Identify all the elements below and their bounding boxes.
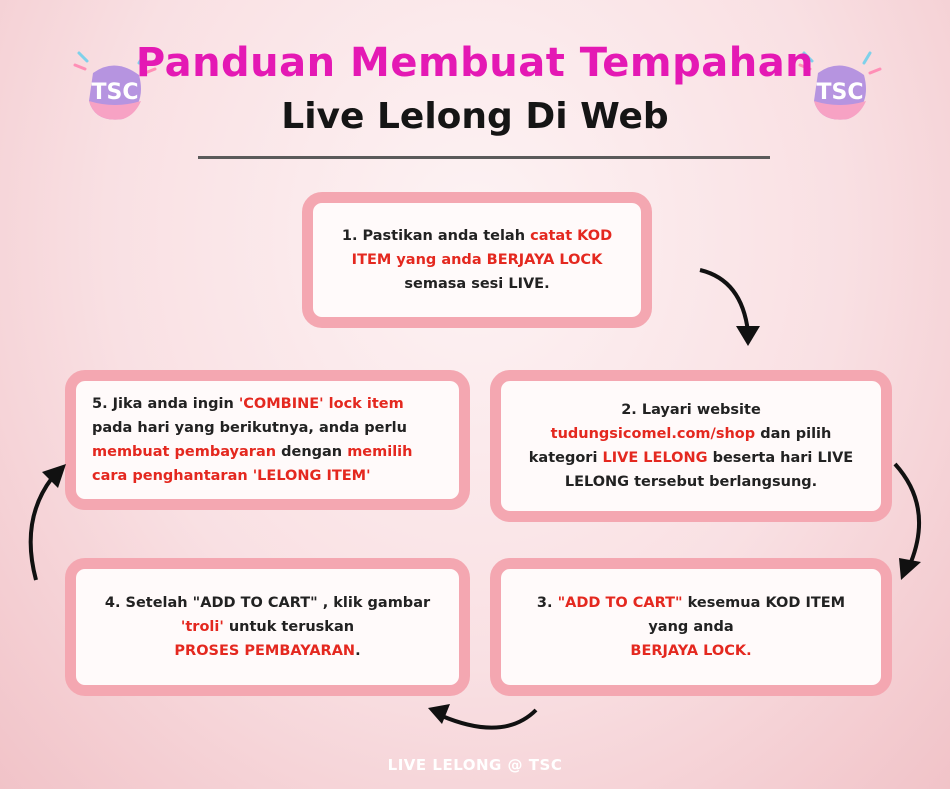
website-link[interactable]: tudungsicomel.com/shop <box>550 426 756 442</box>
footer-text: LIVE LELONG @ TSC <box>387 756 563 774</box>
page-subtitle: Live Lelong Di Web <box>281 96 669 137</box>
step-5-text: 5. Jika anda ingin 'COMBINE' lock item pada hari yang berikutnya, anda perlu membuat pembayaran dengan memilih cara penghantaran 'LELONG ITEM' <box>92 396 413 484</box>
arrow-step2-to-step3-icon <box>885 458 945 588</box>
step-1-card <box>302 192 652 328</box>
step-2-card <box>490 370 892 522</box>
arrow-step4-to-step5-icon <box>14 450 74 585</box>
step-3-text: 3. "ADD TO CART" kesemua KOD ITEM yang anda BERJAYA LOCK. <box>536 595 846 659</box>
arrow-step1-to-step2-icon <box>690 262 770 352</box>
svg-text:TSC: TSC <box>91 80 139 105</box>
title-divider <box>198 156 770 159</box>
step-4-card <box>65 558 470 696</box>
arrow-step3-to-step4-icon <box>412 690 552 750</box>
step-2-text: 2. Layari website tudungsicomel.com/shop dan pilih kategori LIVE LELONG beserta hari LIVE LELONG tersebut berlangsung. <box>528 402 854 490</box>
step-5-card <box>65 370 470 510</box>
page-title: Panduan Membuat Tempahan <box>135 40 815 86</box>
svg-text:TSC: TSC <box>816 80 864 105</box>
step-1-text: 1. Pastikan anda telah catat KOD ITEM yang anda BERJAYA LOCK semasa sesi LIVE. <box>341 228 613 292</box>
step-4-text: 4. Setelah "ADD TO CART" , klik gambar 'troli' untuk teruskan PROSES PEMBAYARAN. <box>104 595 431 659</box>
step-3-card <box>490 558 892 696</box>
